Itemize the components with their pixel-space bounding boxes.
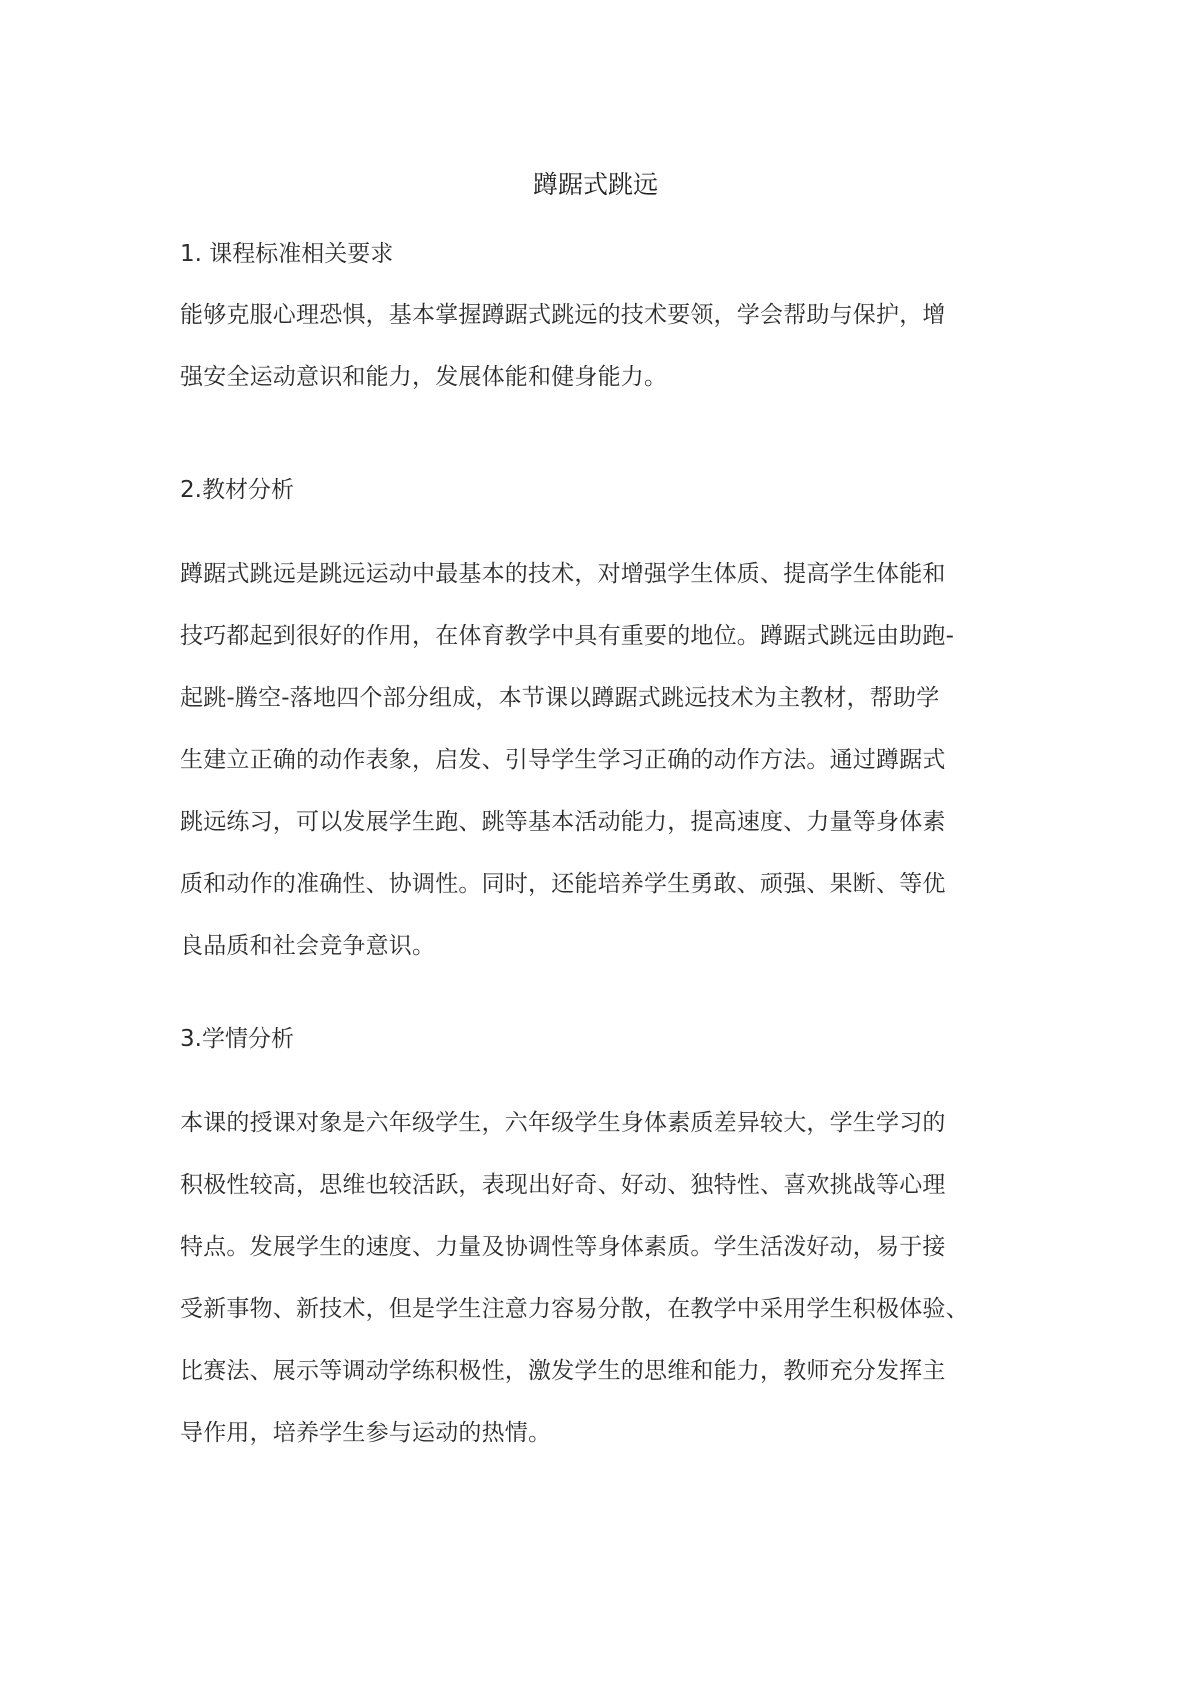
paragraph-line: 导作用，培养学生参与运动的热情。 [180, 1420, 552, 1446]
paragraph-line: 生建立正确的动作表象，启发、引导学生学习正确的动作方法。通过蹲踞式 [180, 747, 946, 773]
paragraph-line: 跳远练习，可以发展学生跑、跳等基本活动能力，提高速度、力量等身体素 [180, 809, 946, 835]
paragraph-line: 起跳-腾空-落地四个部分组成，本节课以蹲踞式跳远技术为主教材，帮助学 [180, 685, 940, 711]
paragraph-line: 受新事物、新技术，但是学生注意力容易分散，在教学中采用学生积极体验、 [180, 1296, 969, 1322]
paragraph-line: 积极性较高，思维也较活跃，表现出好奇、好动、独特性、喜欢挑战等心理 [180, 1172, 946, 1198]
section-heading-textbook-analysis: 2.教材分析 [180, 477, 294, 503]
paragraph-line: 比赛法、展示等调动学练积极性，激发学生的思维和能力，教师充分发挥主 [180, 1358, 946, 1384]
paragraph-line: 本课的授课对象是六年级学生，六年级学生身体素质差异较大，学生学习的 [180, 1110, 946, 1136]
paragraph-line: 强安全运动意识和能力，发展体能和健身能力。 [180, 364, 668, 390]
section-body-student-analysis [180, 1092, 1020, 1464]
paragraph-line: 特点。发展学生的速度、力量及协调性等身体素质。学生活泼好动，易于接 [180, 1234, 946, 1260]
paragraph-line: 良品质和社会竞争意识。 [180, 933, 436, 959]
paragraph-line: 能够克服心理恐惧，基本掌握蹲踞式跳远的技术要领，学会帮助与保护，增 [180, 302, 946, 328]
document-title: 蹲踞式跳远 [532, 170, 658, 199]
section-body-textbook-analysis [180, 543, 1020, 977]
section-heading-student-analysis: 3.学情分析 [180, 1026, 294, 1052]
section-heading-curriculum-standards: 1. 课程标准相关要求 [180, 241, 394, 267]
section-body-curriculum-standards [180, 284, 1020, 408]
paragraph-line: 技巧都起到很好的作用，在体育教学中具有重要的地位。蹲踞式跳远由助跑- [180, 623, 955, 649]
paragraph-line: 蹲踞式跳远是跳远运动中最基本的技术，对增强学生体质、提高学生体能和 [180, 561, 946, 587]
paragraph-line: 质和动作的准确性、协调性。同时，还能培养学生勇敢、顽强、果断、等优 [180, 871, 946, 897]
